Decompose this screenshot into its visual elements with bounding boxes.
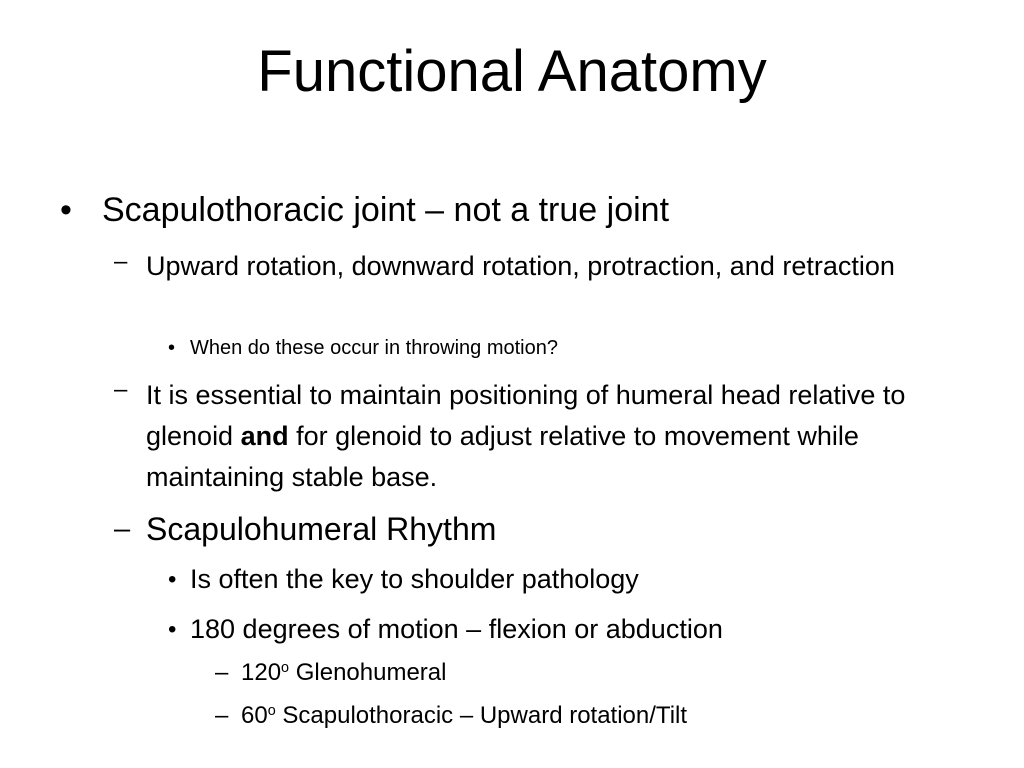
subbullet-text: Upward rotation, downward rotation, protraction, and retraction: [146, 251, 895, 281]
subsubbullet-text: Is often the key to shoulder pathology: [190, 564, 639, 594]
subbullet-humeral-head-positioning: [114, 375, 964, 498]
subsubbullet-180-degrees: [168, 614, 928, 645]
level4-text: [215, 701, 955, 731]
dash-marker: –: [215, 702, 229, 729]
subsubbullet-shoulder-pathology: [168, 564, 928, 595]
text-part: for glenoid to adjust relative to movement while maintaining stable base.: [146, 421, 859, 492]
level4-scapulothoracic: [215, 701, 955, 731]
bullet-scapulothoracic-joint: [60, 190, 960, 230]
degree-symbol: o: [267, 703, 276, 720]
bullet-marker: •: [168, 337, 176, 359]
subbullet-text: Scapulohumeral Rhythm: [146, 511, 497, 547]
degree-symbol: o: [281, 660, 290, 677]
text-part: Glenohumeral: [289, 659, 447, 686]
bullet-marker: •: [168, 616, 177, 643]
subsubbullet-text: 180 degrees of motion – flexion or abduction: [190, 614, 723, 644]
dash-marker: –: [215, 659, 229, 686]
degree-value: 120: [241, 659, 282, 686]
bullet-text: Scapulothoracic joint – not a true joint: [102, 191, 670, 229]
subsubbullet-throwing-motion: [168, 336, 928, 360]
dash-marker: –: [114, 513, 131, 545]
subbullet-scapulohumeral-rhythm: [114, 509, 964, 549]
subbullet-text: [114, 375, 964, 498]
bold-text: and: [240, 421, 289, 451]
text-part: Scapulothoracic – Upward rotation/Tilt: [275, 702, 688, 729]
level4-text: [215, 658, 915, 688]
bullet-marker: •: [168, 566, 177, 593]
dash-marker: –: [114, 248, 128, 275]
dash-marker: –: [114, 376, 128, 403]
slide-title: Functional Anatomy: [257, 39, 767, 104]
subsubbullet-text: When do these occur in throwing motion?: [190, 337, 558, 359]
level4-glenohumeral: [215, 658, 915, 688]
degree-value: 60: [241, 702, 268, 729]
subbullet-rotation-types: [114, 247, 944, 285]
text-part: It is essential to maintain positioning of humeral head relative to glenoid: [146, 380, 906, 451]
bullet-marker: •: [60, 191, 72, 229]
